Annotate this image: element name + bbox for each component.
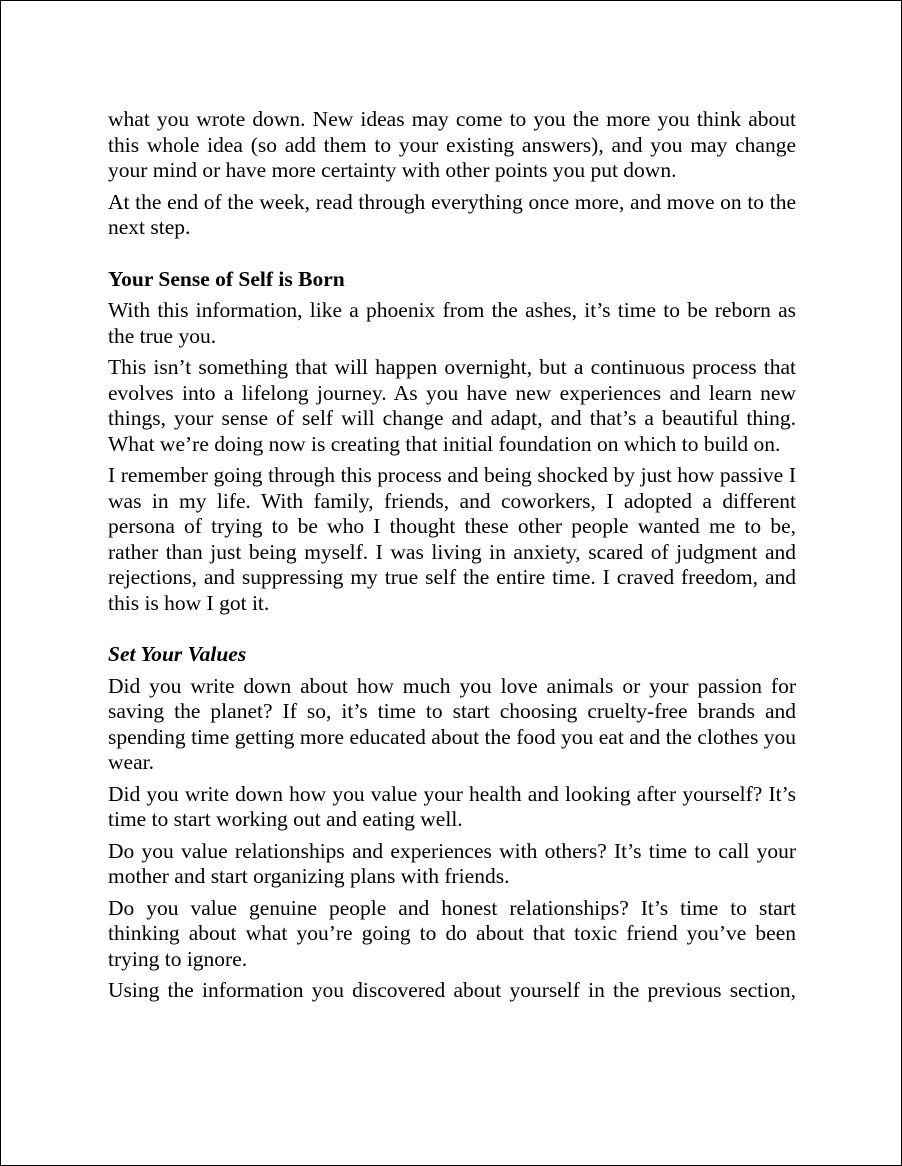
page-content [108, 107, 796, 1010]
paragraph: With this information, like a phoenix from the ashes, it’s time to be reborn as the true you. [108, 298, 796, 348]
paragraph: At the end of the week, read through everything once more, and move on to the next step. [108, 189, 796, 239]
paragraph: Do you value genuine people and honest relationships? It’s time to start thinking about what you’re going to do about that toxic friend you’ve been trying to ignore. [108, 895, 796, 971]
section-heading: Your Sense of Self is Born [108, 266, 345, 291]
paragraph-last-line: Using the information you discovered about yourself in the previous section, [108, 978, 796, 1002]
paragraph: Did you write down about how much you love animals or your passion for saving the planet? If so, it’s time to start choosing cruelty-free brands and spending time getting more educated about the food you eat and the clothes you wear. [108, 673, 796, 774]
paragraph: I remember going through this process and being shocked by just how passive I was in my life. With family, friends, and coworkers, I adopted a different persona of trying to be who I thought these other people wanted me to be, rather than just being myself. I was living in anxiety, scared of judgment and rejections, and suppressing my true self the entire time. I craved freedom, and this is how I got it. [108, 463, 796, 615]
paragraph: what you wrote down. New ideas may come to you the more you think about this whole idea (so add them to your existing answers), and you may change your mind or have more certainty with other points you put down. [108, 107, 796, 182]
subsection-heading: Set Your Values [108, 642, 247, 666]
paragraph: Did you write down how you value your health and looking after yourself? It’s time to start working out and eating well. [108, 781, 796, 831]
paragraph: Do you value relationships and experiences with others? It’s time to call your mother and start organizing plans with friends. [108, 838, 796, 888]
paragraph: This isn’t something that will happen overnight, but a continuous process that evolves into a lifelong journey. As you have new experiences and learn new things, your sense of self will change and adapt, and that’s a beautiful thing. What we’re doing now is creating that initial foundation on which to build on. [108, 355, 796, 456]
